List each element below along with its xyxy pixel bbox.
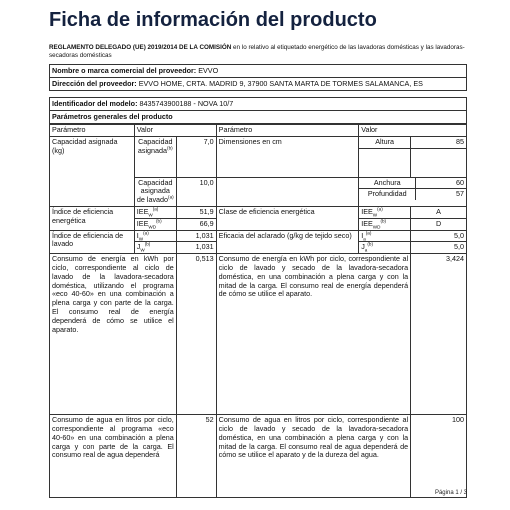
eei-label: Índice de eficiencia energética xyxy=(50,206,135,230)
header-value: Valor xyxy=(134,125,216,137)
table-row xyxy=(50,136,467,148)
capacity-wd-sub-text: Capacidad asignada de lavado xyxy=(136,177,173,205)
width-label: Anchura xyxy=(359,178,416,189)
height-value: 85 xyxy=(411,136,467,148)
eei-class-wd-value: D xyxy=(411,218,467,230)
table-header-row xyxy=(50,125,467,137)
spacer-cell xyxy=(216,177,359,206)
eei-w-sup: (a) xyxy=(152,206,159,212)
depth-value: 57 xyxy=(416,189,466,200)
width-value: 60 xyxy=(416,178,466,189)
eei-class-w-value: A xyxy=(411,206,467,218)
eei-class-label: Clase de eficiencia energética xyxy=(216,206,359,230)
water-wash-text: Consumo de agua en litros por ciclo, correspondiente al programa «eco 40-60» en una combinación a plena carga y con parte de la carga. El consumo real de agua dependerá xyxy=(50,415,177,498)
table-row xyxy=(50,415,467,498)
capacity-wash-sub xyxy=(134,136,176,177)
header-param: Parámetro xyxy=(50,125,135,137)
energy-wd-value: 3,424 xyxy=(411,254,467,415)
capacity-wash-value: 7,0 xyxy=(176,136,216,177)
jw-sup: (b) xyxy=(144,241,151,247)
dimensions-label: Dimensiones en cm xyxy=(216,136,359,177)
general-params-title: Parámetros generales del producto xyxy=(52,112,173,121)
rinse-label: Eficacia del aclarado (g/kg de tejido seco) xyxy=(216,230,359,254)
capacity-wash-sub-text: Capacidad asignada xyxy=(137,136,173,155)
supplier-address-label: Dirección del proveedor: xyxy=(52,79,137,88)
ia-sup: (a) xyxy=(365,230,372,236)
wash-eff-label: Índice de eficiencia de lavado xyxy=(50,230,135,254)
width-depth-cell xyxy=(359,177,467,206)
model-id-value: 8435743900188 - NOVA 10/7 xyxy=(139,99,234,108)
regulation-rest: en lo relativo al etiquetado energético de las lavadoras domésticas y las lavadoras-secadoras domésticas xyxy=(49,44,465,59)
energy-wd-text: Consumo de energía en kWh por ciclo, correspondiente al ciclo de lavado y secado de la lavadora-secadora doméstica, en una combinación a plena carga y con la mitad de la carga. El consumo real de energía dependerá de cómo se utilice el aparato. xyxy=(216,254,410,415)
page-number: Página 1 / 3 xyxy=(434,490,467,496)
regulation-title: REGLAMENTO DELEGADO (UE) 2019/2014 DE LA COMISIÓN xyxy=(49,44,232,51)
width-depth-table xyxy=(359,178,466,201)
capacity-wd-sub xyxy=(134,177,176,206)
table-row xyxy=(50,254,467,415)
jw-value: 1,031 xyxy=(176,242,216,254)
eei-wd-label: $IEE_{WD}^{(b)}$ xyxy=(134,218,176,230)
capacity-label: Capacidad asignada (kg) xyxy=(50,136,135,206)
supplier-name-value: EVVO xyxy=(198,66,219,75)
model-id-box xyxy=(49,97,467,111)
water-wash-value: 52 xyxy=(176,415,216,498)
model-id-label: Identificador del modelo: xyxy=(52,99,138,108)
spacer-cell xyxy=(411,148,467,177)
capacity-wd-sup: (a) xyxy=(168,194,174,200)
height-label: Altura xyxy=(359,136,411,148)
supplier-address-box xyxy=(49,77,467,91)
iw-label: $I_W^{(a)}$ xyxy=(134,230,176,242)
iw-value: 1,031 xyxy=(176,230,216,242)
eei-class-w-sup: (a) xyxy=(377,206,383,212)
header-param-2: Parámetro xyxy=(216,125,359,137)
supplier-name-box xyxy=(49,64,467,78)
ja-sup: (b) xyxy=(367,241,373,247)
capacity-wash-sup: (b) xyxy=(167,145,173,151)
supplier-address-value: EVVO HOME, CRTA. MADRID 9, 37900 SANTA MARTA DE TORMES SALAMANCA, ES xyxy=(138,79,423,88)
eei-class-wd-label: $IEE_{WD}^{(b)}$ xyxy=(359,218,411,230)
depth-label: Profundidad xyxy=(367,189,407,199)
ja-value: 5,0 xyxy=(411,242,467,254)
supplier-name-label: Nombre o marca comercial del proveedor: xyxy=(52,66,197,75)
table-row xyxy=(50,206,467,218)
header-value-2: Valor xyxy=(359,125,467,137)
ia-label: $I_a^{(a)}$ xyxy=(359,230,411,242)
water-wd-text: Consumo de agua en litros por ciclo, correspondiente al ciclo de lavado y secado de la lavadora-secadora doméstica, en una combinación a plena carga y con la mitad de la carga. El consumo real de agua dependerá de cómo se utilice el aparato y de la dureza del agua. xyxy=(216,415,410,498)
jw-label: $J_W^{(b)}$ xyxy=(134,242,176,254)
general-params-title-box xyxy=(49,110,467,124)
energy-wash-value: 0,513 xyxy=(176,254,216,415)
energy-wash-text: Consumo de energía en kWh por ciclo, correspondiente al ciclo de lavado de la lavadora-secadora doméstica, utilizando el programa «eco 40-60» en una combinación a plena carga y con parte de la carga. El consumo real de energía dependerá de cómo se utilice el aparato. xyxy=(50,254,177,415)
eei-class-wd-sup: (b) xyxy=(380,218,387,224)
eei-w-value: 51,9 xyxy=(176,206,216,218)
ja-label: $J_a^{(b)}$ xyxy=(359,242,411,254)
eei-class-w-label: $IEE_W^{(a)}$ xyxy=(359,206,411,218)
eei-wd-sup: (b) xyxy=(156,218,162,224)
general-params-table xyxy=(49,124,467,498)
iw-sup: (a) xyxy=(143,230,149,236)
table-row xyxy=(50,230,467,242)
spacer-cell xyxy=(359,148,411,177)
eei-w-label: $IEE_W^{(a)}$ xyxy=(134,206,176,218)
eei-wd-value: 66,9 xyxy=(176,218,216,230)
water-wd-value: 100 xyxy=(411,415,467,498)
capacity-wd-value: 10,0 xyxy=(176,177,216,206)
regulation-text xyxy=(49,44,469,60)
page-title: Ficha de información del producto xyxy=(49,9,377,31)
ia-value: 5,0 xyxy=(411,230,467,242)
